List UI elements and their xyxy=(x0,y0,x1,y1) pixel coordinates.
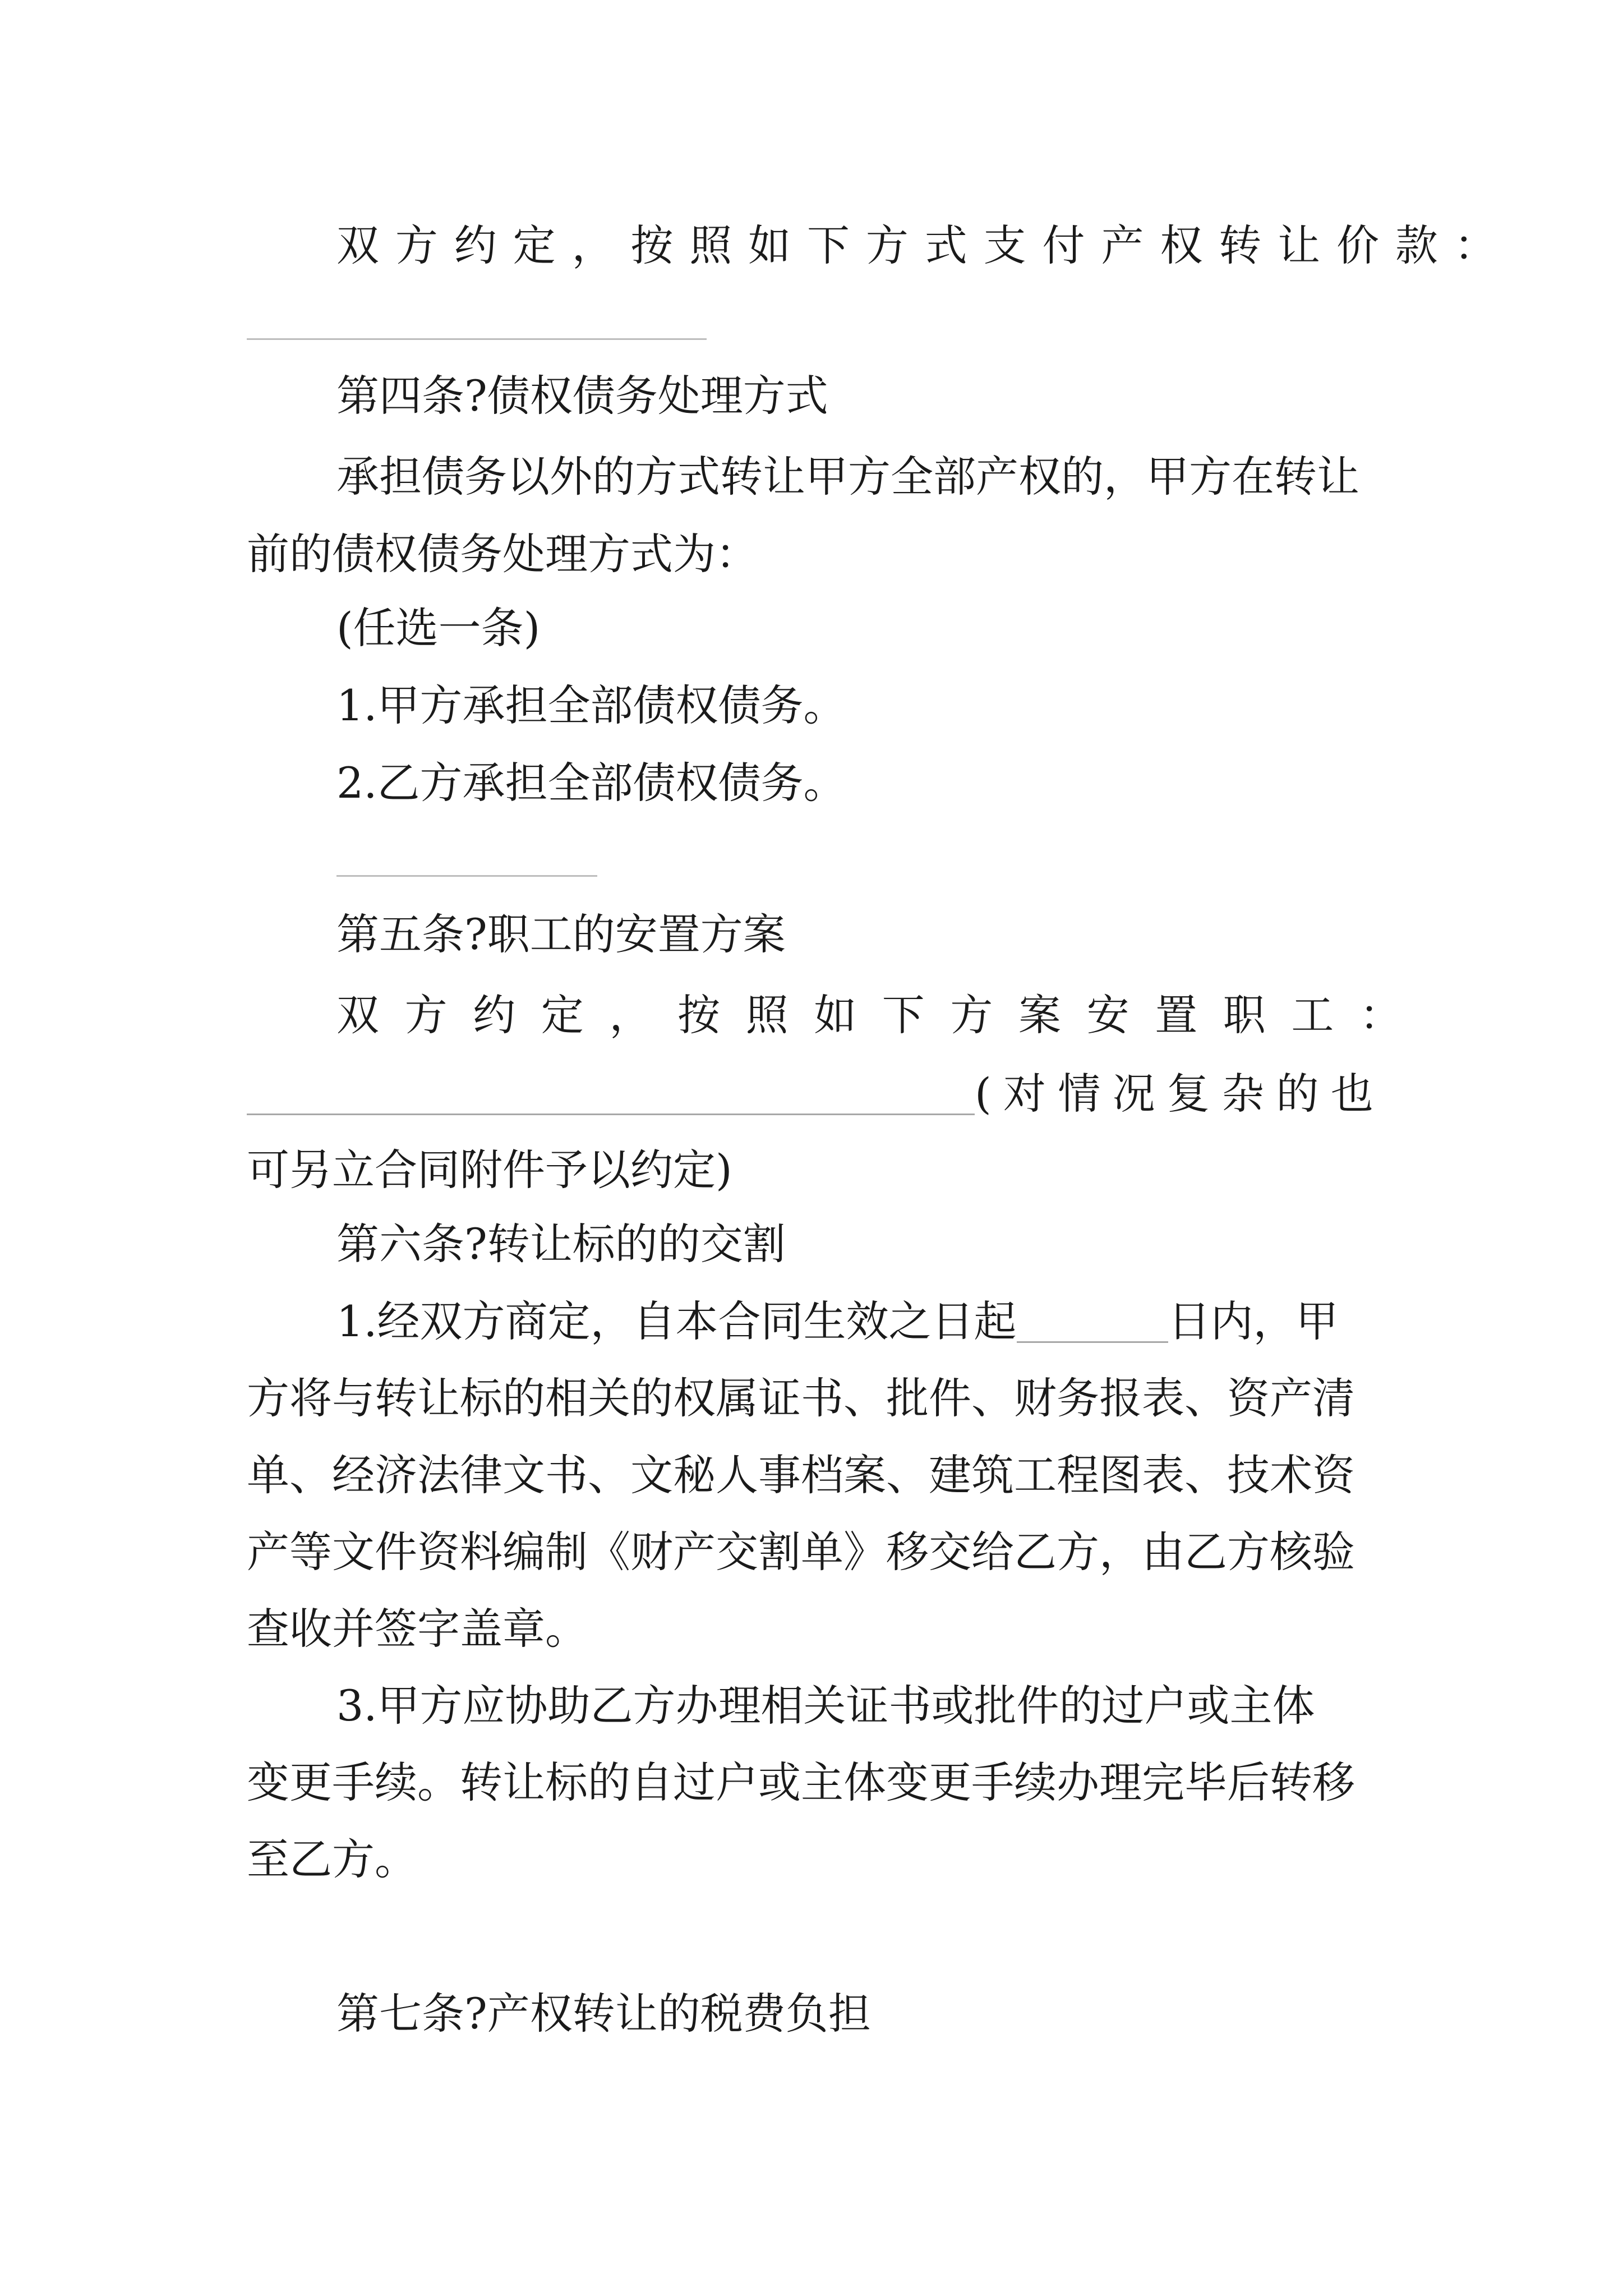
payment-method-paragraph xyxy=(336,220,1513,270)
delivery-paragraph-line-5: 查收并签字盖章。 xyxy=(247,1604,588,1654)
transfer-paragraph-line-3: 至乙方。 xyxy=(247,1834,417,1884)
staff-arrangement-line-2 xyxy=(247,1069,1385,1119)
transfer-paragraph-line-2: 变更手续。转让标的自过户或主体变更手续办理完毕后转移 xyxy=(247,1757,1355,1807)
option-1: 1.甲方承担全部债权债务。 xyxy=(336,680,846,730)
delivery-paragraph-line-3: 单、经济法律文书、文秘人事档案、建筑工程图表、技术资 xyxy=(247,1450,1355,1500)
article-6-heading: 第六条?转让标的的交割 xyxy=(336,1219,786,1269)
blank-line-payment xyxy=(247,338,707,340)
article-4-heading: 第四条?债权债务处理方式 xyxy=(336,371,828,421)
article-7-heading: 第七条?产权转让的税费负担 xyxy=(336,1989,871,2039)
delivery-paragraph-line-2: 方将与转让标的相关的权属证书、批件、财务报表、资产清 xyxy=(247,1373,1355,1423)
transfer-paragraph-line-1: 3.甲方应协助乙方办理相关证书或批件的过户或主体 xyxy=(336,1681,1315,1731)
delivery-paragraph-line-4: 产等文件资料编制《财产交割单》移交给乙方，由乙方核验 xyxy=(247,1527,1355,1577)
payment-method-text: 双方约定，按照如下方式支付产权转让价款： xyxy=(336,220,1513,270)
staff-arrangement-line-1: 双方约定，按照如下方案安置职工： xyxy=(336,990,1428,1040)
blank-line-debt xyxy=(336,875,597,877)
delivery-text-part-2: 日内，甲 xyxy=(1168,1296,1339,1346)
article-4-paragraph-line-1: 承担债务以外的方式转让甲方全部产权的，甲方在转让 xyxy=(336,452,1359,501)
choose-one-note: (任选一条) xyxy=(336,603,541,653)
staff-arrangement-note: (对情况复杂的也 xyxy=(975,1069,1385,1119)
article-4-paragraph-line-2: 前的债权债务处理方式为： xyxy=(247,529,758,579)
blank-line-staff xyxy=(247,1074,975,1115)
option-2: 2.乙方承担全部债权债务。 xyxy=(336,758,846,808)
staff-arrangement-line-3: 可另立合同附件予以约定) xyxy=(247,1145,732,1195)
delivery-paragraph-line-1 xyxy=(336,1296,1339,1346)
blank-line-days xyxy=(1017,1302,1168,1343)
article-5-heading: 第五条?职工的安置方案 xyxy=(336,909,786,959)
delivery-text-part-1: 1.经双方商定，自本合同生效之日起 xyxy=(336,1296,1017,1346)
